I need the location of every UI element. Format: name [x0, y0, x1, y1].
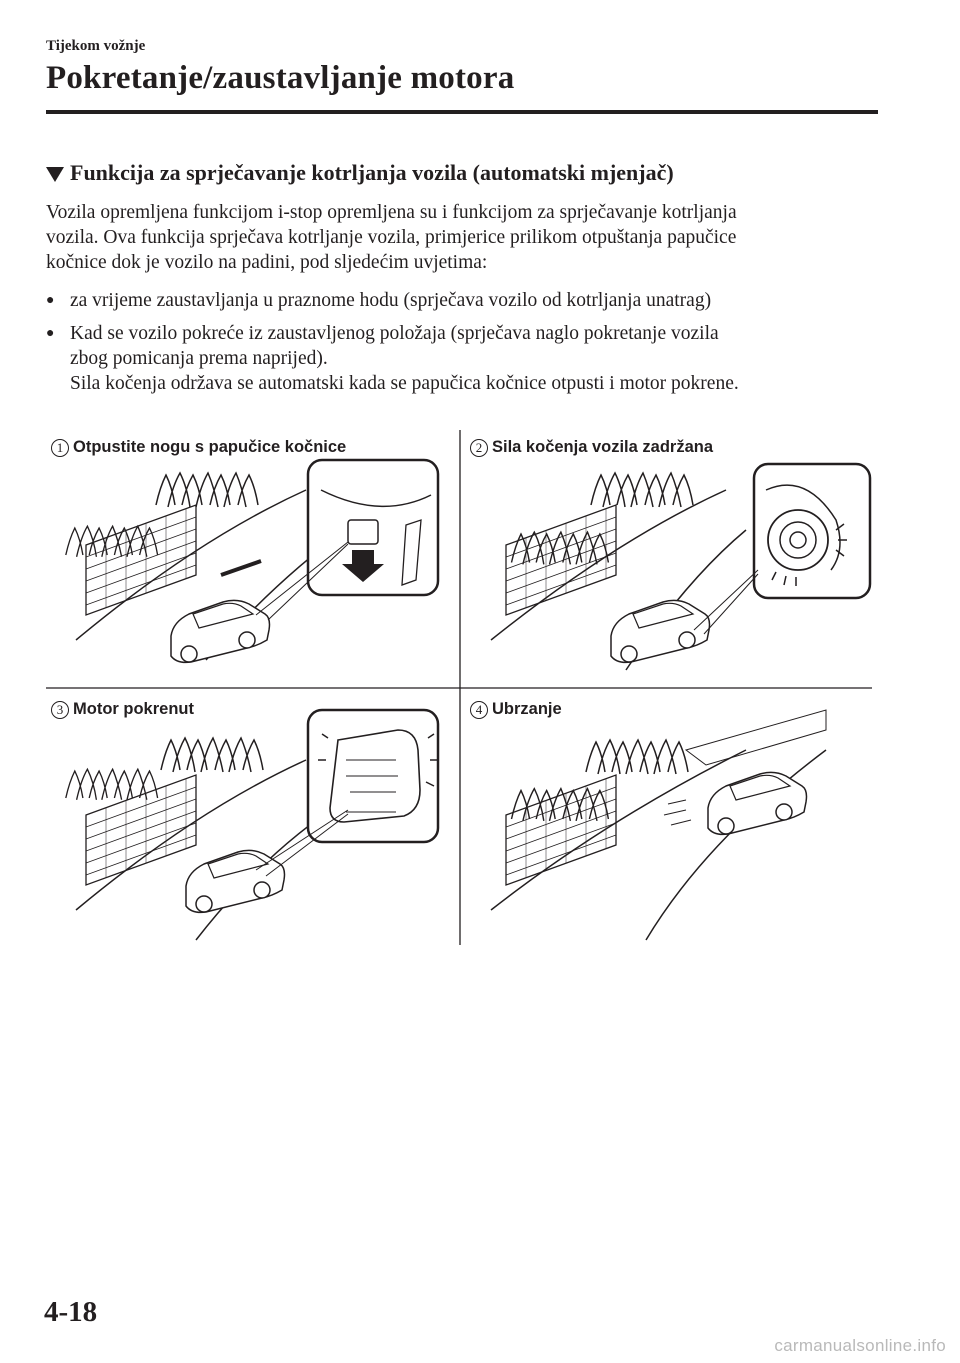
title-rule: [46, 110, 878, 114]
intro-line: Vozila opremljena funkcijom i-stop opremljena su i funkcijom za sprječavanje kotrljanja: [46, 202, 737, 223]
watermark: carmanualsonline.info: [774, 1336, 946, 1355]
list-item: [46, 288, 886, 313]
bullet-line: zbog pomicanja prema naprijed).: [70, 348, 328, 369]
caption-text: Sila kočenja vozila zadržana: [492, 438, 714, 456]
section-label: Tijekom vožnje: [46, 38, 146, 54]
bullet-line: Sila kočenja održava se automatski kada se papučica kočnice otpusti i motor pokrene.: [70, 373, 739, 394]
panel-caption-1: [51, 438, 346, 457]
panel-caption-2: [470, 438, 713, 457]
panel-caption-3: [51, 700, 194, 719]
caption-text: Otpustite nogu s papučice kočnice: [73, 438, 347, 456]
condition-list: [46, 288, 886, 404]
step-number-3: 3: [51, 701, 69, 719]
bullet-line: Kad se vozilo pokreće iz zaustavljenog položaja (sprječava naglo pokretanje vozila: [70, 323, 719, 344]
subsection-heading-text: Funkcija za sprječavanje kotrljanja vozila (automatski mjenjač): [70, 160, 674, 185]
triangle-down-icon: [46, 167, 64, 182]
caption-text: Motor pokrenut: [73, 700, 194, 718]
bullet-line: za vrijeme zaustavljanja u praznome hodu (sprječava vozilo od kotrljanja unatrag): [70, 290, 712, 311]
page-number: 4-18: [44, 1296, 98, 1328]
intro-line: vozila. Ova funkcija sprječava kotrljanje vozila, primjerice prilikom otpuštanja papučice: [46, 227, 737, 248]
step-number-4: 4: [470, 701, 488, 719]
illustration-drawing: [46, 420, 876, 948]
step-number-2: 2: [470, 439, 488, 457]
caption-text: Ubrzanje: [492, 700, 562, 718]
page-title: Pokretanje/zaustavljanje motora: [46, 60, 515, 96]
bullet-icon: ●: [46, 293, 55, 308]
list-item: [46, 321, 886, 396]
step-number-1: 1: [51, 439, 69, 457]
illustration-figure: [46, 420, 876, 948]
intro-line: kočnice dok je vozilo na padini, pod sljedećim uvjetima:: [46, 252, 488, 273]
subsection-heading: [46, 160, 674, 186]
intro-paragraph: [46, 200, 886, 275]
bullet-icon: ●: [46, 326, 55, 341]
panel-caption-4: [470, 700, 562, 719]
